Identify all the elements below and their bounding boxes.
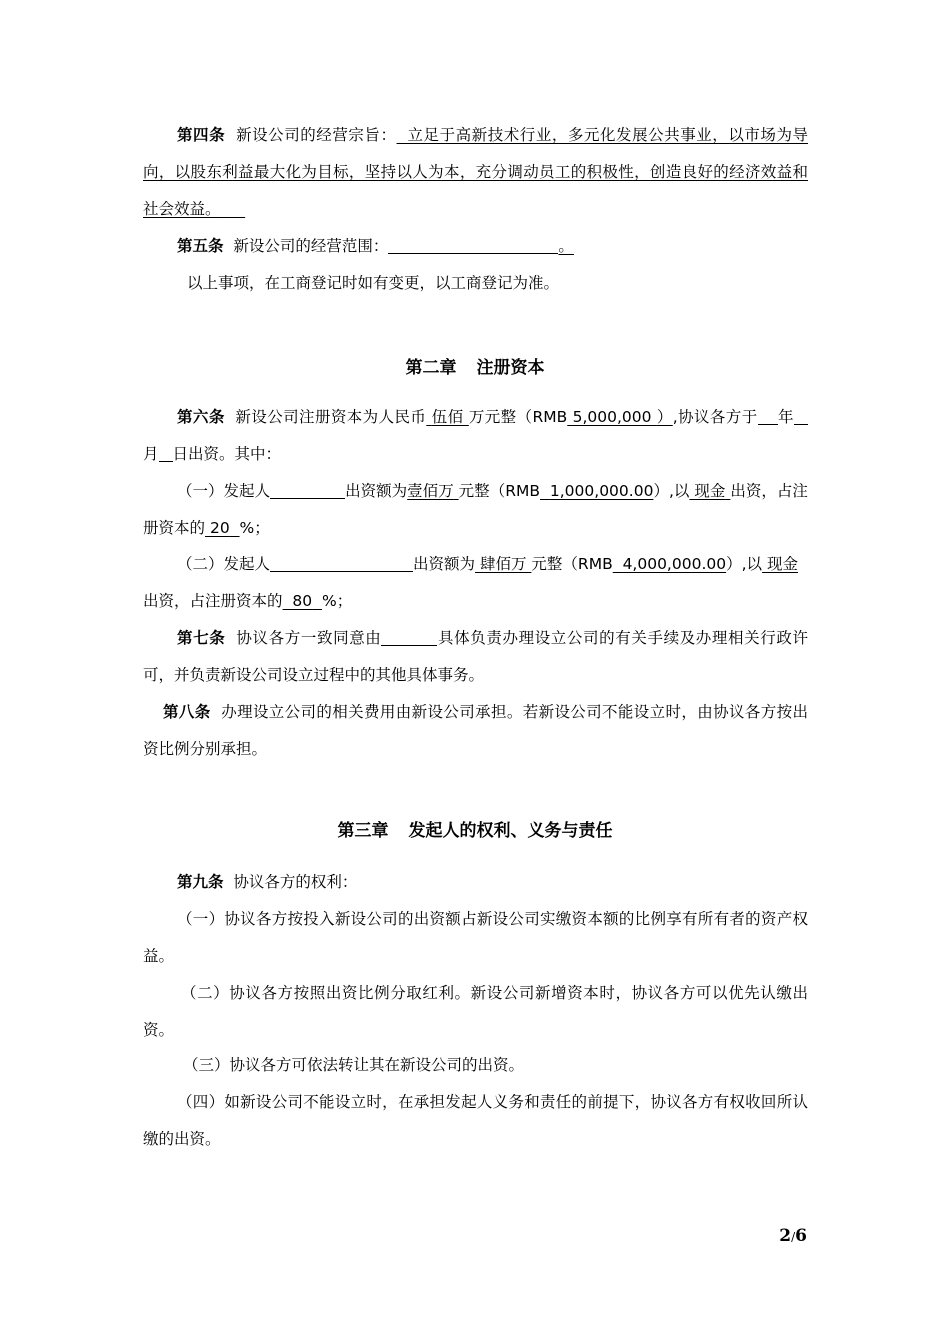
chapter-2-heading <box>0 350 950 387</box>
founder-2-method-label: ）,以 <box>726 555 763 573</box>
month-label: 月 <box>143 445 159 463</box>
founder-1-amount-num-field <box>540 482 653 500</box>
article-5-label: 第五条 <box>177 237 224 255</box>
business-purpose-text: 立足于高新技术行业，多元化发展公共事业，以市场为导向，以股东利益最大化为目标，坚持以人为本，充分调动员工的积极性，创造良好的经济效益和社会效益。 <box>143 126 809 218</box>
founder-2-amount-cn: 肆佰万 <box>479 555 527 573</box>
chapter-3-heading <box>0 813 950 850</box>
article-9-item-4-text: （四）如新设公司不能设立时，在承担发起人义务和责任的前提下，协议各方有权收回所认缴的出资。 <box>143 1093 808 1148</box>
article-5-paragraph <box>143 228 808 265</box>
founder-2-rmb-label: 元整（RMB <box>531 555 613 573</box>
founder-1-percent-sign: %； <box>239 519 270 537</box>
founder-2-amount-num: 4,000,000.00 <box>622 555 727 573</box>
article-9-item-3-text: （三）协议各方可依法转让其在新设公司的出资。 <box>183 1056 525 1074</box>
registration-note <box>143 265 808 302</box>
founder-2-method: 现金 <box>766 555 798 573</box>
page-number <box>779 1226 807 1246</box>
article-9-item-3 <box>143 1047 808 1084</box>
founder-2-label: （二）发起人 <box>177 555 271 573</box>
founder-2-amount-cn-field <box>475 555 531 573</box>
article-5-intro: 新设公司的经营范围： <box>233 237 389 255</box>
article-8-text: 办理设立公司的相关费用由新设公司承担。若新设公司不能设立时，由协议各方按出资比例分别承担。 <box>143 703 808 758</box>
founder-1-amount-label: 出资额为 <box>345 482 408 500</box>
article-6-rmb-label: 万元整（RMB <box>468 408 568 426</box>
registration-note-text: 以上事项，在工商登记时如有变更，以工商登记为准。 <box>187 274 560 292</box>
article-7-label: 第七条 <box>177 629 226 647</box>
chapter-2-title: 注册资本 <box>476 358 545 378</box>
founder-2-method-field <box>762 555 798 573</box>
founder-1-percent: 20 <box>209 519 230 537</box>
chapter-3-title: 发起人的权利、义务与责任 <box>408 821 613 841</box>
chapter-2-number: 第二章 <box>405 358 457 378</box>
chapter-3-number: 第三章 <box>337 821 389 841</box>
capital-num-field <box>567 408 673 426</box>
capital-num-value: 5,000,000 <box>572 408 652 426</box>
article-9-label: 第九条 <box>177 873 224 891</box>
article-6-text: 新设公司注册资本为人民币 <box>235 408 427 426</box>
founder-1-method: 现金 <box>694 482 726 500</box>
founder-1-amount-cn-field <box>407 482 459 500</box>
article-7-agent-blank[interactable] <box>381 627 437 646</box>
capital-cn-value: 伍佰 <box>431 408 464 426</box>
founder-1-amount-cn: 壹佰万 <box>407 482 454 500</box>
article-9-item-1-text: （一）协议各方按投入新设公司的出资额占新设公司实缴资本额的比例享有所有者的资产权益。 <box>143 910 808 965</box>
founder-1-amount-num: 1,000,000.00 <box>549 482 654 500</box>
founder-1-name-blank[interactable] <box>270 480 345 499</box>
capital-close-paren: ） <box>656 408 673 426</box>
article-4-intro: 新设公司的经营宗旨： <box>236 126 397 144</box>
page-separator: / <box>791 1230 796 1244</box>
founder-2-percent-field <box>283 592 322 610</box>
founder-2-amount-label: 出资额为 <box>413 555 476 573</box>
article-5-end: 。 <box>558 237 574 255</box>
founder-1-method-label: ）,以 <box>653 482 690 500</box>
founder-2-name-blank[interactable] <box>270 553 413 572</box>
founder-1-percent-field <box>205 519 240 537</box>
page-current: 2 <box>779 1226 792 1246</box>
contribution-month-blank[interactable] <box>794 406 808 425</box>
founder-2-paragraph <box>143 546 808 620</box>
founder-1-paragraph <box>143 473 808 547</box>
contribution-year-blank[interactable] <box>764 406 778 425</box>
article-8-paragraph <box>143 694 808 768</box>
business-scope-blank[interactable] <box>388 235 558 254</box>
article-6-paragraph <box>143 399 808 473</box>
founder-2-share-label: 出资，占注册资本的 <box>143 592 283 610</box>
capital-cn-field <box>426 408 469 426</box>
founder-1-method-field <box>689 482 730 500</box>
article-4-label: 第四条 <box>177 126 226 144</box>
founder-1-share-label: 出资，占注册资本的 <box>143 482 808 537</box>
article-8-label: 第八条 <box>163 703 211 721</box>
article-9-paragraph <box>143 864 808 901</box>
article-4-paragraph <box>143 117 808 228</box>
article-7-text-1: 协议各方一致同意由 <box>236 629 382 647</box>
article-7-paragraph <box>143 620 808 694</box>
article-9-item-1 <box>143 901 808 975</box>
founder-2-percent-sign: %； <box>321 592 353 610</box>
article-7-text-2: 具体负责办理设立公司的有关手续及办理相关行政许可，并负责新设公司设立过程中的其他具体事务。 <box>143 629 808 684</box>
article-9-item-2-text: （二）协议各方按照出资比例分取红利。新设公司新增资本时，协议各方可以优先认缴出资。 <box>143 984 808 1039</box>
founder-1-label: （一）发起人 <box>177 482 271 500</box>
article-9-intro: 协议各方的权利： <box>233 873 358 891</box>
founder-2-percent: 80 <box>292 592 313 610</box>
founder-1-rmb-label: 元整（RMB <box>458 482 540 500</box>
year-label: 年 <box>777 408 794 426</box>
article-6-label: 第六条 <box>177 408 225 426</box>
founder-2-amount-num-field <box>613 555 726 573</box>
contribution-day-blank[interactable] <box>159 443 173 462</box>
article-9-item-4 <box>143 1084 808 1158</box>
page-total: 6 <box>795 1226 807 1246</box>
article-6-parties-text: ,协议各方于 <box>672 408 758 426</box>
article-6-tail: 日出资。其中： <box>172 445 282 463</box>
article-9-item-2 <box>143 975 808 1049</box>
